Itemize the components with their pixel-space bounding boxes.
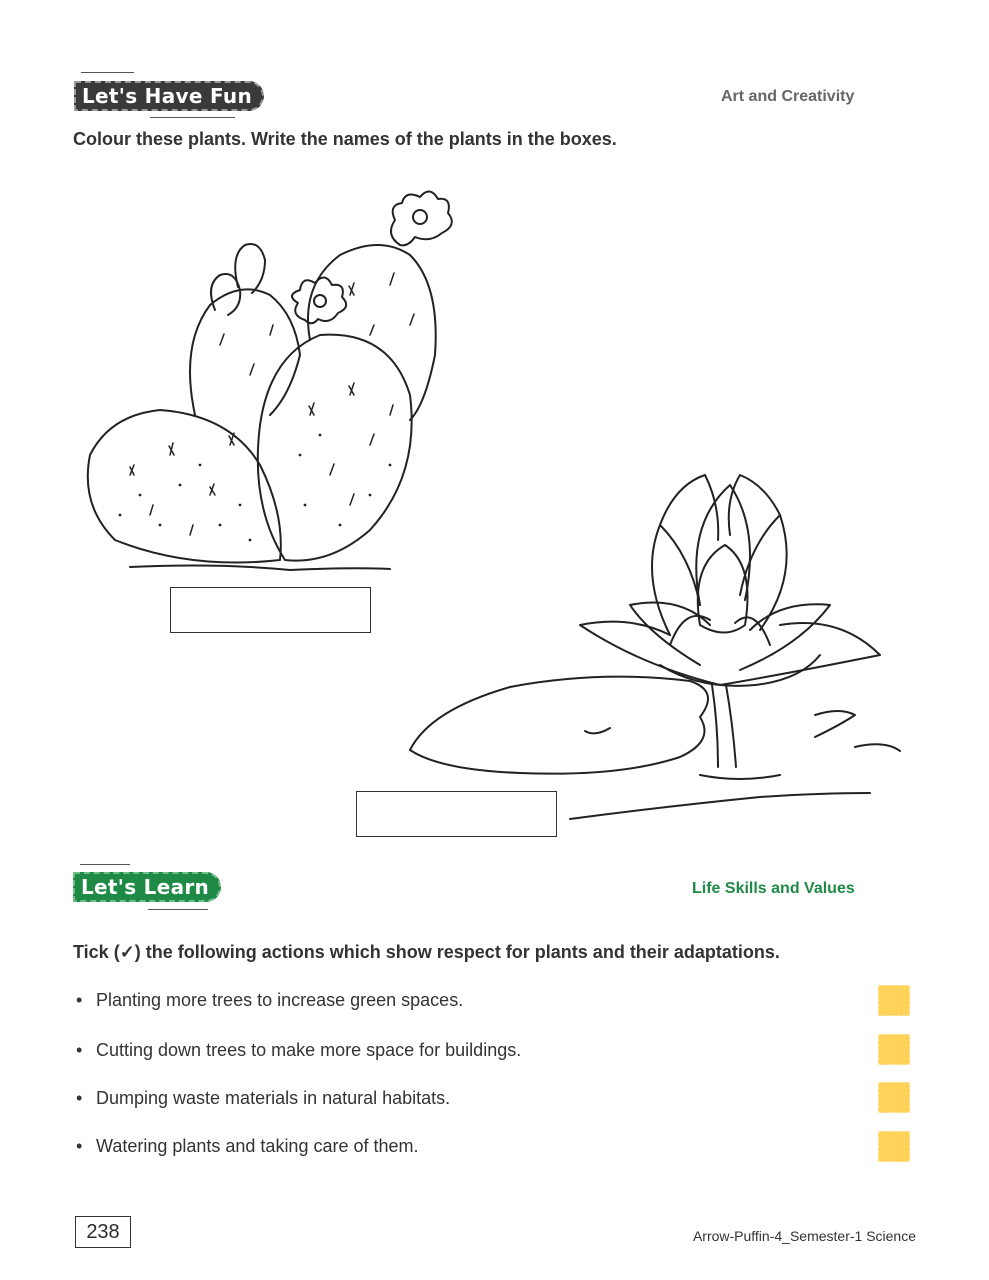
have-fun-instruction: Colour these plants. Write the names of the plants in the boxes. — [73, 129, 617, 149]
tick-box[interactable] — [878, 1131, 910, 1162]
bullet: • — [76, 1040, 83, 1060]
art-creativity-tag: Art and Creativity — [721, 88, 855, 105]
tick-box[interactable] — [878, 985, 910, 1016]
tick-box[interactable] — [878, 1034, 910, 1065]
badge-line — [81, 72, 134, 73]
bullet: • — [76, 1136, 83, 1156]
have-fun-badge-label: Let's Have Fun — [74, 81, 264, 111]
list-item-text: Planting more trees to increase green spaces. — [96, 990, 464, 1010]
badge-line — [150, 117, 235, 118]
list-item-text: Cutting down trees to make more space for buildings. — [96, 1040, 522, 1060]
list-item — [76, 1088, 450, 1109]
book-title: Arrow-Puffin-4_Semester-1 Science — [692, 1228, 916, 1244]
tick-box[interactable] — [878, 1082, 910, 1113]
badge-line — [148, 909, 208, 910]
list-item — [76, 1040, 521, 1061]
list-item-text: Watering plants and taking care of them. — [96, 1136, 419, 1156]
learn-instruction: Tick (✓) the following actions which show respect for plants and their adaptations. — [73, 942, 780, 962]
list-item — [76, 990, 463, 1011]
cactus-answer-box[interactable] — [170, 587, 371, 633]
bullet: • — [76, 990, 83, 1010]
lotus-drawing — [400, 455, 910, 835]
page-number: 238 — [75, 1216, 131, 1248]
learn-badge-label: Let's Learn — [73, 872, 221, 902]
bullet: • — [76, 1088, 83, 1108]
list-item-text: Dumping waste materials in natural habitats. — [96, 1088, 451, 1108]
badge-line — [80, 864, 130, 865]
list-item — [76, 1136, 419, 1157]
lotus-answer-box[interactable] — [356, 791, 557, 837]
life-skills-tag: Life Skills and Values — [692, 880, 855, 897]
